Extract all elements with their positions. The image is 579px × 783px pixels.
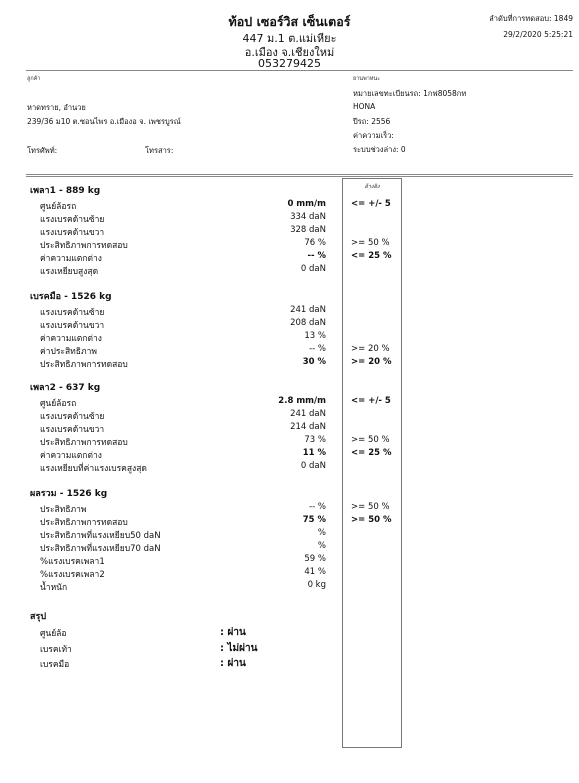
vehicle-section-label: ยานพาหนะ: [353, 76, 381, 82]
row-value: 30 %: [302, 357, 326, 367]
row-value: 75 %: [302, 515, 326, 525]
row-label: ประสิทธิภาพการทดสอบ: [40, 360, 128, 370]
customer-name: หาดทราย, อำนวย: [27, 103, 86, 112]
row-value: 11 %: [302, 448, 326, 458]
row-label: แรงเบรคด้านขวา: [40, 321, 105, 331]
row-label: ค่าความแตกต่าง: [40, 254, 102, 264]
row-value: 334 daN: [290, 212, 326, 222]
row-reference: <= +/- 5: [351, 396, 391, 406]
test-sequence-number: ลำดับที่การทดสอบ: 1849: [489, 14, 573, 23]
row-value: 328 daN: [290, 225, 326, 235]
row-value: 241 daN: [290, 305, 326, 315]
results-divider-bottom: [26, 176, 573, 177]
section-title: เบรคมือ - 1526 kg: [30, 292, 112, 302]
customer-phone-label: โทรศัพท์:: [27, 146, 58, 155]
row-label: ประสิทธิภาพการทดสอบ: [40, 518, 128, 528]
vehicle-plate: หมายเลขทะเบียนรถ: 1กฟ8058กท: [353, 89, 467, 98]
row-label: ศูนย์ล้อรถ: [40, 399, 77, 409]
row-label: ค่าประสิทธิภาพ: [40, 347, 97, 357]
row-value: 208 daN: [290, 318, 326, 328]
customer-address: 239/36 ม10 ต.ซอนไพร อ.เมืองอ จ. เพชรบูรณ์: [27, 117, 181, 126]
section-title: ผลรวม - 1526 kg: [30, 489, 108, 499]
row-label: ศูนย์ล้อรถ: [40, 202, 77, 212]
summary-result: : ผ่าน: [220, 627, 246, 638]
row-label: ประสิทธิภาพการทดสอบ: [40, 438, 128, 448]
summary-result: : ผ่าน: [220, 658, 246, 669]
row-label: แรงเบรคด้านซ้าย: [40, 308, 105, 318]
vehicle-speed: ค่าความเร็ว:: [353, 131, 394, 140]
summary-title: สรุป: [30, 612, 47, 622]
company-phone: 053279425: [258, 57, 321, 70]
row-reference: >= 20 %: [351, 344, 390, 354]
row-value: -- %: [307, 251, 326, 261]
row-label: แรงเบรคด้านซ้าย: [40, 215, 105, 225]
row-value: -- %: [309, 344, 326, 354]
row-label: ประสิทธิภาพ: [40, 505, 87, 515]
row-reference: >= 20 %: [351, 357, 392, 367]
row-label: แรงเหยียบสูงสุด: [40, 267, 99, 277]
row-value: 13 %: [304, 331, 326, 341]
row-value: 73 %: [304, 435, 326, 445]
row-value: 241 daN: [290, 409, 326, 419]
customer-section-label: ลูกค้า: [27, 76, 41, 82]
row-label: แรงเหยียบที่ค่าแรงเบรคสูงสุด: [40, 464, 147, 474]
row-value: 0 mm/m: [287, 199, 326, 209]
row-value: %: [317, 541, 326, 551]
company-address-line1: 447 ม.1 ต.แม่เหียะ: [242, 32, 337, 45]
row-value: 2.8 mm/m: [278, 396, 326, 406]
row-reference: >= 50 %: [351, 238, 390, 248]
section-title: เพลา2 - 637 kg: [30, 383, 101, 393]
row-value: 214 daN: [290, 422, 326, 432]
row-value: 0 daN: [300, 264, 326, 274]
row-value: 76 %: [304, 238, 326, 248]
reference-column-box: [342, 178, 402, 748]
row-label: ประสิทธิภาพที่แรงเหยียบ70 daN: [40, 544, 161, 554]
row-reference: >= 50 %: [351, 435, 390, 445]
row-value: 0 daN: [300, 461, 326, 471]
vehicle-make: HONA: [353, 102, 376, 111]
row-value: 41 %: [304, 567, 326, 577]
row-label: ประสิทธิภาพที่แรงเหยียบ50 daN: [40, 531, 161, 541]
test-datetime: 29/2/2020 5:25:21: [503, 30, 573, 39]
row-label: %แรงเบรคเพลา2: [40, 570, 105, 580]
section-title: เพลา1 - 889 kg: [30, 186, 101, 196]
summary-label: เบรคมือ: [40, 660, 70, 670]
row-value: 0 kg: [307, 580, 326, 590]
row-reference: >= 50 %: [351, 502, 390, 512]
row-value: %: [317, 528, 326, 538]
row-reference: <= +/- 5: [351, 199, 391, 209]
summary-label: ศูนย์ล้อ: [40, 629, 67, 639]
customer-fax-label: โทรสาร:: [145, 146, 174, 155]
vehicle-suspension: ระบบช่วงล่าง: 0: [353, 145, 406, 154]
vehicle-year: ปีรถ: 2556: [353, 117, 391, 126]
row-value: -- %: [309, 502, 326, 512]
reference-header: อ้างอิง: [364, 184, 380, 190]
row-label: ค่าความแตกต่าง: [40, 334, 102, 344]
company-name: ท้อป เซอร์วิส เซ็นเตอร์: [228, 14, 351, 29]
row-reference: <= 25 %: [351, 251, 392, 261]
row-label: น้ำหนัก: [40, 583, 68, 593]
summary-label: เบรคเท้า: [40, 645, 72, 655]
header-divider: [26, 70, 573, 71]
row-label: แรงเบรคด้านขวา: [40, 228, 105, 238]
row-value: 59 %: [304, 554, 326, 564]
row-reference: >= 50 %: [351, 515, 392, 525]
results-divider-top: [26, 174, 573, 175]
row-label: ประสิทธิภาพการทดสอบ: [40, 241, 128, 251]
row-label: %แรงเบรคเพลา1: [40, 557, 105, 567]
company-address-line2: อ.เมือง จ.เชียงใหม่: [244, 46, 335, 59]
row-label: ค่าความแตกต่าง: [40, 451, 102, 461]
row-reference: <= 25 %: [351, 448, 392, 458]
row-label: แรงเบรคด้านขวา: [40, 425, 105, 435]
row-label: แรงเบรคด้านซ้าย: [40, 412, 105, 422]
summary-result: : ไม่ผ่าน: [220, 643, 258, 654]
